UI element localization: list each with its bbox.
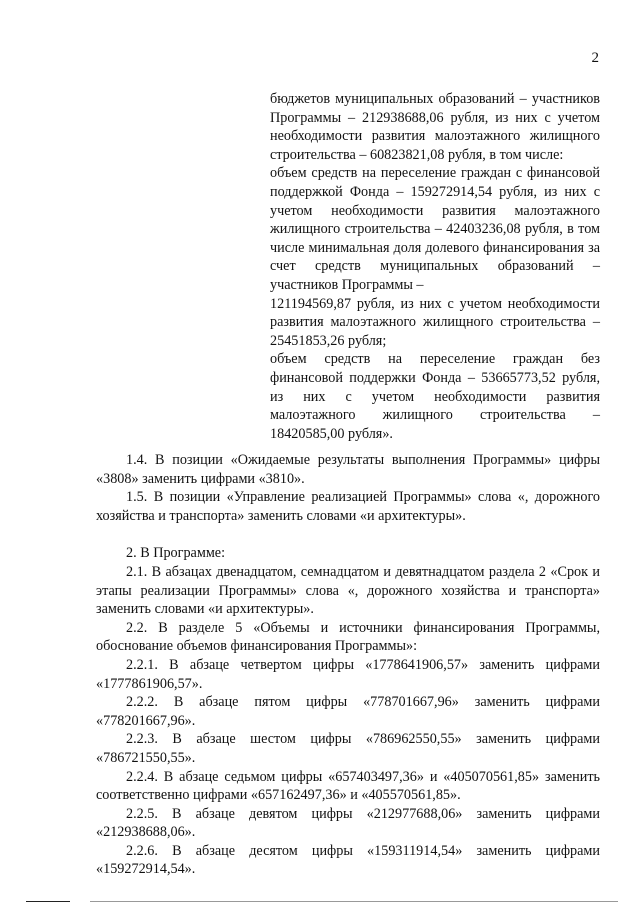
funding-paragraph-without-fund-support: объем средств на переселение граждан без финансовой поддержки Фонда – 53665773,52 рубля, из них с учетом необходимости развития малоэтажного жилищного строительства – 18420585,00 рубля». bbox=[270, 351, 600, 442]
amendment-2-2-4: 2.2.4. В абзаце седьмом цифры «657403497,36» и «405070561,85» заменить соответственно цифрами «657162497,36» и «405570561,85». bbox=[96, 768, 600, 804]
footer-rule bbox=[90, 901, 618, 902]
funding-paragraph-with-fund-support: объем средств на переселение граждан с финансовой поддержкой Фонда – 159272914,54 рубля, из них с учетом необходимости развития малоэтажного жилищного строительства – 42403236,08 рубля, в том числе минимальная доля долевого финансирования за счет средств муниципальных образований – участников Программы – bbox=[270, 165, 600, 293]
amendment-2-2-2: 2.2.2. В абзаце пятом цифры «778701667,96» заменить цифрами «778201667,96». bbox=[96, 694, 600, 729]
funding-paragraph-municipal-budgets: бюджетов муниципальных образований – участников Программы – 212938688,06 рубля, из них с учетом необходимости развития малоэтажного жилищного строительства – 60823821,08 рубля, в том числе: bbox=[270, 91, 600, 163]
amendment-2-2-6: 2.2.6. В абзаце десятом цифры «159311914,54» заменить цифрами «159272914,54». bbox=[96, 842, 600, 878]
amendment-2-2-5: 2.2.5. В абзаце девятом цифры «212977688,06» заменить цифрами «212938688,06». bbox=[96, 805, 600, 841]
amendment-1-5: 1.5. В позиции «Управление реализацией Программы» слова «, дорожного хозяйства и транспорта» заменить словами «и архитектуры». bbox=[96, 489, 600, 524]
amendment-2-2-1: 2.2.1. В абзаце четвертом цифры «1778641906,57» заменить цифрами «1777861906,57». bbox=[96, 656, 600, 692]
amendment-2-2-3: 2.2.3. В абзаце шестом цифры «786962550,55» заменить цифрами «786721550,55». bbox=[96, 731, 600, 766]
amendments-body bbox=[96, 451, 600, 879]
amendment-1-4: 1.4. В позиции «Ожидаемые результаты выполнения Программы» цифры «3808» заменить цифрами «3810». bbox=[96, 452, 600, 487]
page-number: 2 bbox=[591, 50, 599, 66]
amendment-2-1: 2.1. В абзацах двенадцатом, семнадцатом и девятнадцатом раздела 2 «Срок и этапы реализации Программы» слова «, дорожного хозяйства и транспорта» заменить словами «и архитектуры». bbox=[96, 563, 600, 618]
amendment-2-heading: 2. В Программе: bbox=[126, 545, 226, 562]
amendment-2-2: 2.2. В разделе 5 «Объемы и источники финансирования Программы, обоснование объемов финансирования Программы»: bbox=[96, 619, 600, 655]
funding-paragraph-cofinancing-share: 121194569,87 рубля, из них с учетом необходимости развития малоэтажного жилищного строительства – 25451853,26 рубля; bbox=[270, 295, 600, 349]
footer-rule-short bbox=[26, 901, 70, 902]
funding-continuation-block bbox=[270, 90, 600, 443]
